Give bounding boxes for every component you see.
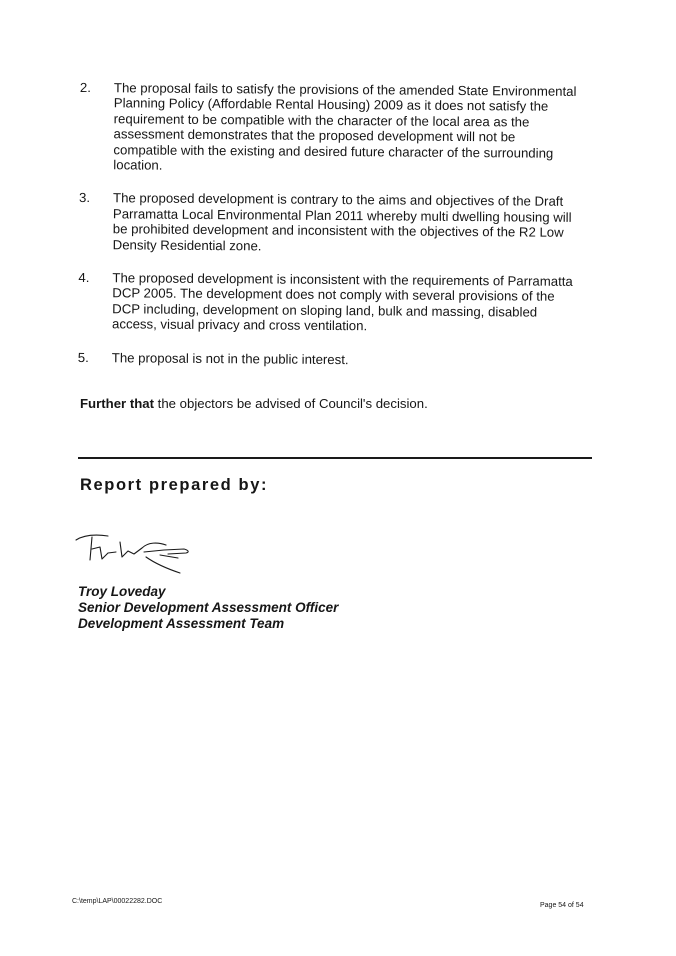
list-item <box>79 190 609 256</box>
item-number: 3. <box>79 190 91 206</box>
text-line: The proposed development is contrary to the aims and objectives of the Draft <box>113 190 564 210</box>
text-line: Parramatta Local Environmental Plan 2011 whereby multi dwelling housing will <box>112 206 572 225</box>
further-paragraph <box>80 396 428 412</box>
list-item <box>79 80 610 177</box>
horizontal-divider <box>78 457 592 459</box>
signatory-title: Senior Development Assessment Officer <box>78 600 339 615</box>
list-item <box>78 350 608 370</box>
text-line: The proposal fails to satisfy the provisions of the amended State Environmental <box>113 80 577 99</box>
signatory-name: Troy Loveday <box>78 584 166 599</box>
item-text <box>112 350 608 369</box>
text-line: Planning Policy (Affordable Rental Housing) 2009 as it does not satisfy the <box>113 95 549 115</box>
text-line: be prohibited development and inconsistent with the objectives of the R2 Low <box>112 221 564 241</box>
text-line: location. <box>113 157 163 173</box>
recommendation-list <box>78 80 610 387</box>
item-number: 4. <box>78 270 90 286</box>
text-line: access, visual privacy and cross ventilation. <box>112 316 368 334</box>
item-text <box>113 191 609 257</box>
text-line: assessment demonstrates that the proposed development will not be <box>113 126 516 145</box>
report-prepared-heading: Report prepared by: <box>80 476 269 494</box>
signatory-block <box>78 584 338 632</box>
handwritten-signature <box>72 522 202 584</box>
text-line: DCP including, development on sloping land, bulk and massing, disabled <box>112 301 538 320</box>
item-text <box>112 270 608 336</box>
further-text: the objectors be advised of Council's decision. <box>154 396 428 411</box>
signatory-team: Development Assessment Team <box>78 616 285 631</box>
text-line: The proposal is not in the public interest. <box>111 349 349 367</box>
text-line: Density Residential zone. <box>112 236 262 254</box>
text-line: DCP 2005. The development does not comply with several provisions of the <box>112 285 555 305</box>
footer-page-number: Page 54 of 54 <box>540 902 584 909</box>
list-item <box>78 270 608 336</box>
text-line: compatible with the existing and desired future character of the surrounding <box>113 141 554 161</box>
text-line: requirement to be compatible with the character of the local area as the <box>113 111 530 130</box>
item-number: 2. <box>79 80 91 96</box>
item-text <box>113 80 610 176</box>
further-bold-lead: Further that <box>80 396 154 411</box>
item-number: 5. <box>77 349 89 365</box>
footer-file-path: C:\temp\LAP\00022282.DOC <box>72 898 163 905</box>
text-line: The proposed development is inconsistent with the requirements of Parramatta <box>112 270 573 289</box>
